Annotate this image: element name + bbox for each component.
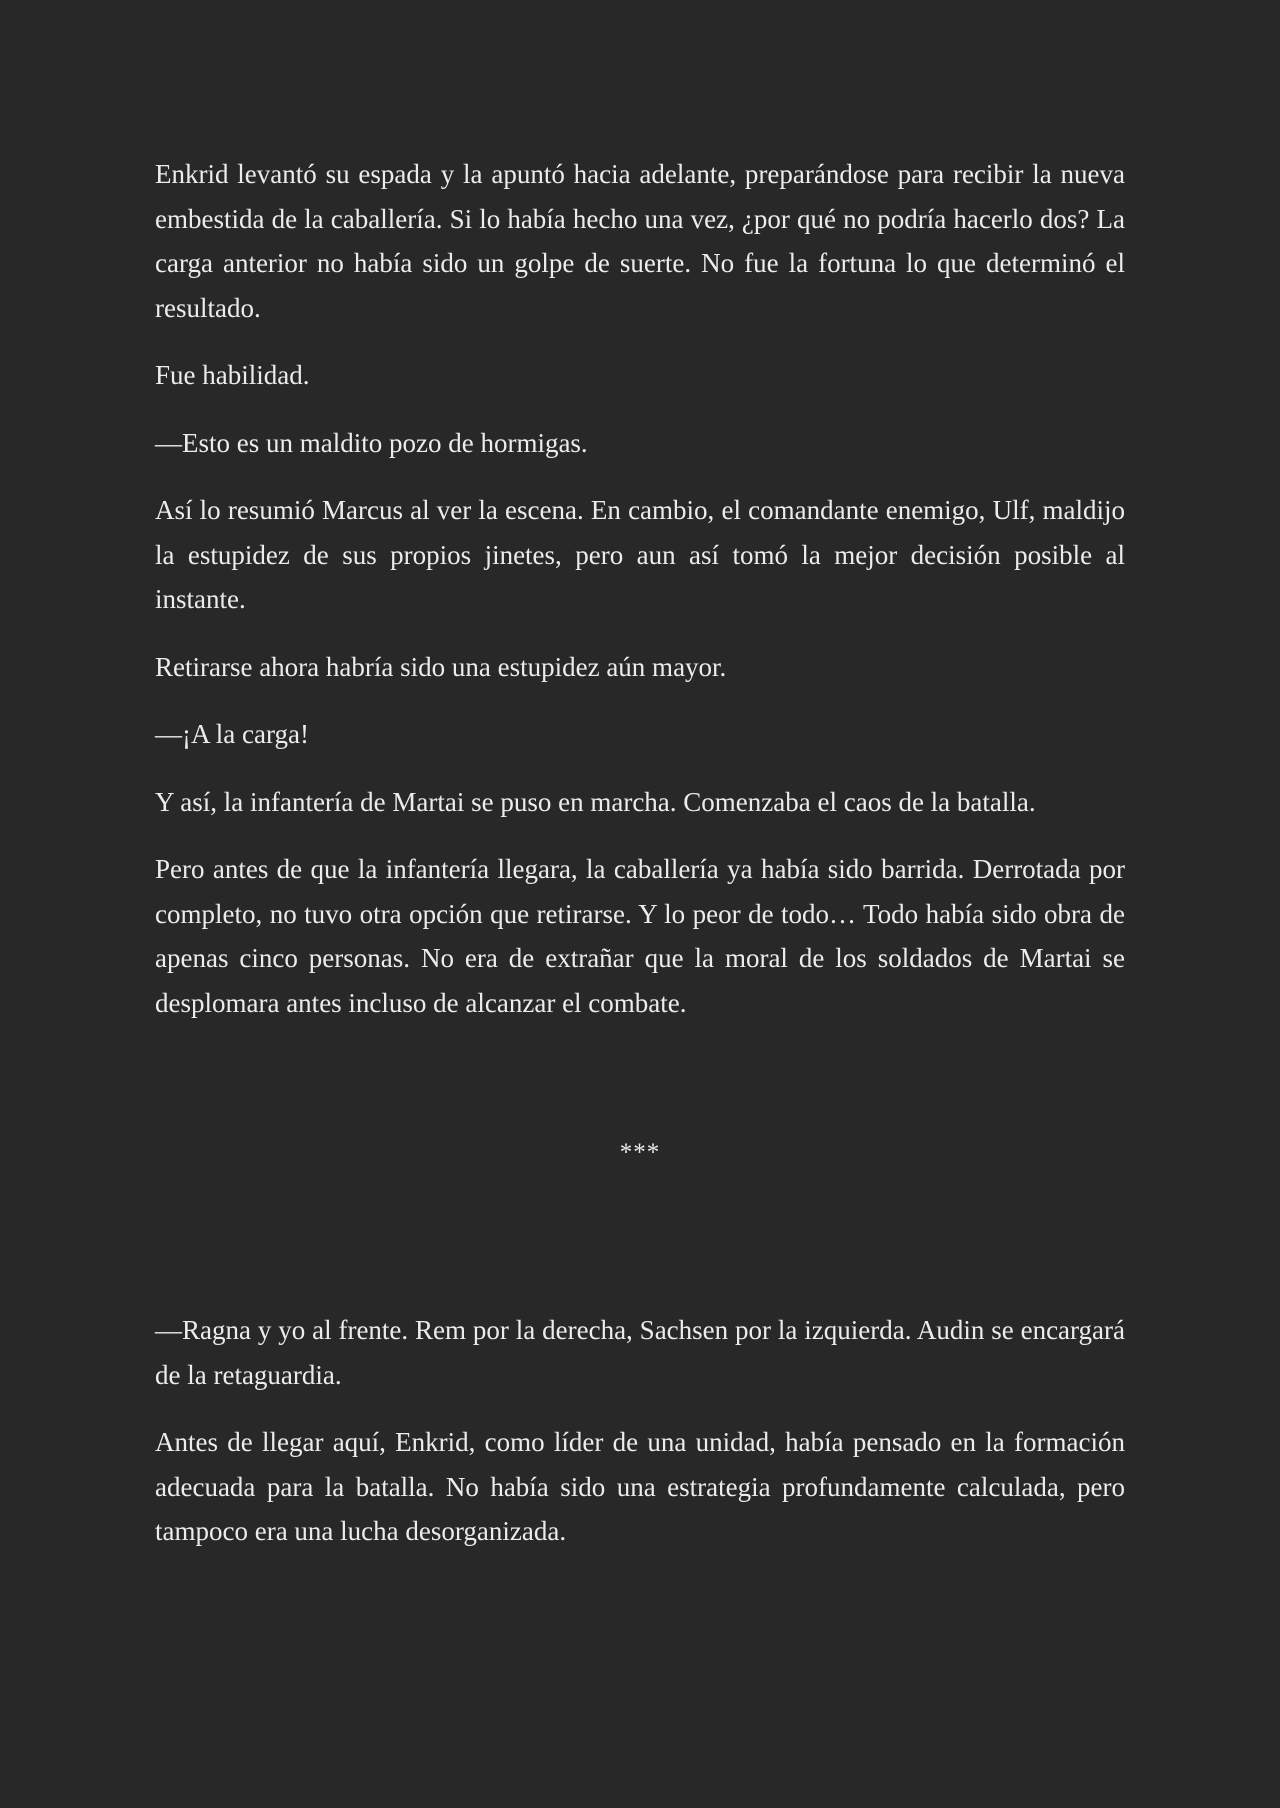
dialogue-line: —Ragna y yo al frente. Rem por la derecha, Sachsen por la izquierda. Audin se encargará de la retaguardia. [155,1315,1125,1390]
scene-separator: *** [619,1139,661,1166]
dialogue-line: —¡A la carga! [155,719,309,749]
text-section-1 [155,152,1125,1025]
paragraph: Retirarse ahora habría sido una estupidez aún mayor. [155,651,727,682]
paragraph: Y así, la infantería de Martai se puso en marcha. Comenzaba el caos de la batalla. [155,786,1036,817]
paragraph: Pero antes de que la infantería llegara, la caballería ya había sido barrida. Derrotada por completo, no tuvo otra opción que retirarse. Y lo peor de todo… Todo había sido obra de apenas cinco personas. No era de extrañar que la moral de los soldados de Martai se desplomara antes incluso de alcanzar el combate. [155,854,1125,1018]
paragraph: Enkrid levantó su espada y la apuntó hacia adelante, preparándose para recibir la nueva embestida de la caballería. Si lo había hecho una vez, ¿por qué no podría hacerlo dos? La carga anterior no había sido un golpe de suerte. No fue la fortuna lo que determinó el resultado. [155,159,1125,323]
text-section-2 [155,1308,1125,1554]
paragraph: Así lo resumió Marcus al ver la escena. En cambio, el comandante enemigo, Ulf, maldijo la estupidez de sus propios jinetes, pero aun así tomó la mejor decisión posible al instante. [155,495,1125,614]
dialogue-line: —Esto es un maldito pozo de hormigas. [155,427,588,458]
paragraph: Fue habilidad. [155,360,310,390]
paragraph: Antes de llegar aquí, Enkrid, como líder de una unidad, había pensado en la formación adecuada para la batalla. No había sido una estrategia profundamente calculada, pero tampoco era una lucha desorganizada. [155,1427,1125,1546]
